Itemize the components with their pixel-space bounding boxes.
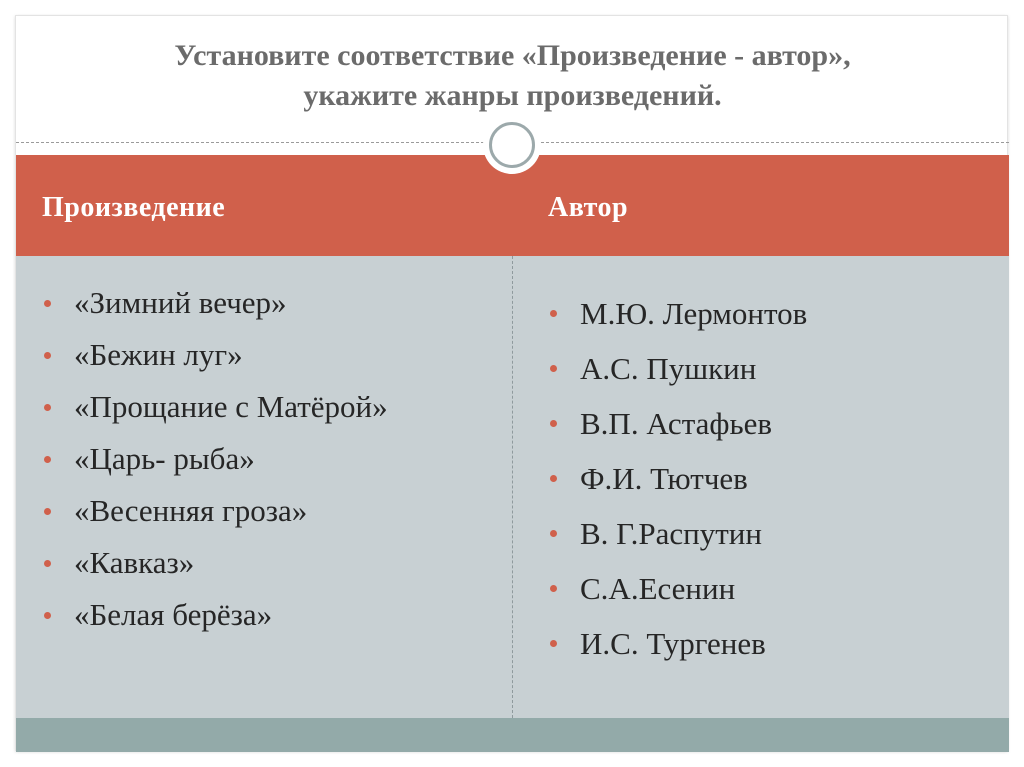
slide-title (16, 36, 1009, 116)
bullet-icon (550, 475, 557, 482)
header-author: Автор (548, 192, 629, 223)
bullet-icon (550, 310, 557, 317)
bullet-icon (550, 365, 557, 372)
bullet-icon (44, 300, 51, 307)
list-item: А.С. Пушкин (550, 341, 990, 396)
list-item: «Прощание с Матёрой» (44, 388, 484, 426)
title-line-2: укажите жанры произведений. (303, 79, 722, 112)
list-item: «Кавказ» (44, 544, 484, 582)
list-item: И.С. Тургенев (550, 616, 990, 671)
bullet-icon (44, 456, 51, 463)
ring-ornament-icon (483, 116, 541, 174)
bullet-icon (44, 404, 51, 411)
list-item: В.П. Астафьев (550, 396, 990, 451)
list-item: «Белая берёза» (44, 596, 484, 634)
list-item: «Царь- рыба» (44, 440, 484, 478)
bullet-icon (550, 640, 557, 647)
ring-inner (489, 122, 535, 168)
bullet-icon (44, 352, 51, 359)
title-line-1: Установите соответствие «Произведение - автор», (174, 39, 851, 72)
table-body (16, 256, 1009, 718)
list-item: «Бежин луг» (44, 336, 484, 374)
bullet-icon (550, 585, 557, 592)
bullet-icon (44, 612, 51, 619)
bullet-icon (44, 560, 51, 567)
bullet-icon (550, 530, 557, 537)
list-item: «Зимний вечер» (44, 284, 484, 322)
authors-list (550, 286, 990, 671)
bullet-icon (44, 508, 51, 515)
list-item: Ф.И. Тютчев (550, 451, 990, 506)
list-item: В. Г.Распутин (550, 506, 990, 561)
column-divider (512, 256, 513, 718)
bullet-icon (550, 420, 557, 427)
list-item: «Весенняя гроза» (44, 492, 484, 530)
header-works: Произведение (42, 192, 226, 223)
works-list (44, 284, 484, 648)
footer-band (16, 718, 1009, 752)
list-item: М.Ю. Лермонтов (550, 286, 990, 341)
slide (15, 15, 1008, 751)
list-item: С.А.Есенин (550, 561, 990, 616)
